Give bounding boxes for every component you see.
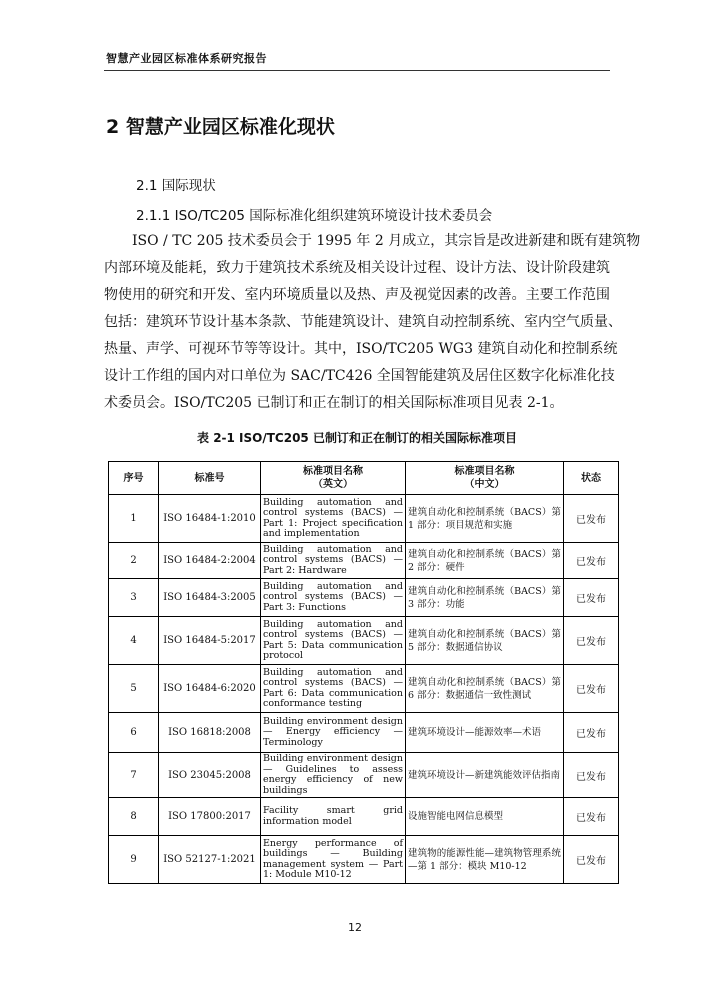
cell-std-no: ISO 17800:2017 [159,798,261,836]
cell-seq: 3 [109,579,159,617]
header-name-en [261,462,406,495]
cell-name-en: Building automation and control systems (BACS) — Part 3: Functions [261,579,406,617]
cell-name-en: Building environment design — Guidelines to assess energy efficiency of new buildings [261,753,406,798]
cell-status: 已发布 [564,713,619,753]
cell-status: 已发布 [564,617,619,665]
header-name-en-line1: 标准项目名称 [303,466,363,477]
cell-std-no: ISO 16484-3:2005 [159,579,261,617]
cell-std-no: ISO 16818:2008 [159,713,261,753]
cell-seq: 8 [109,798,159,836]
paragraph-line: 内部环境及能耗，致力于建筑技术系统及相关设计过程、设计方法、设计阶段建筑 [104,260,610,276]
cell-status: 已发布 [564,753,619,798]
page-number: 12 [348,921,362,934]
standards-table [108,461,619,884]
table-row [109,713,619,753]
paragraph-line: ISO / TC 205 技术委员会于 1995 年 2 月成立，其宗旨是改进新建和既有建筑物 [132,233,641,249]
table-row [109,836,619,884]
paragraph-line: 术委员会。ISO/TC205 已制订和正在制订的相关国际标准项目见表 2-1。 [104,395,564,411]
paragraph-line: 包括：建筑环节设计基本条款、节能建筑设计、建筑自动控制系统、室内空气质量、 [104,314,622,330]
running-header: 智慧产业园区标准体系研究报告 [106,52,267,65]
cell-status: 已发布 [564,665,619,713]
cell-status: 已发布 [564,798,619,836]
subsection-title: 2.1.1 ISO/TC205 国际标准化组织建筑环境设计技术委员会 [136,208,493,224]
header-name-zh-line2: （中文） [464,479,505,490]
cell-status: 已发布 [564,543,619,579]
cell-seq: 1 [109,495,159,543]
cell-seq: 7 [109,753,159,798]
paragraph-line: 热量、声学、可视环节等等设计。其中，ISO/TC205 WG3 建筑自动化和控制系统 [104,341,618,357]
cell-name-zh: 建筑自动化和控制系统（BACS）第 2 部分：硬件 [406,543,564,579]
cell-std-no: ISO 23045:2008 [159,753,261,798]
cell-name-en: Energy performance of buildings — Building management system — Part 1: Module M10-12 [261,836,406,884]
cell-name-en: Building automation and control systems (BACS) — Part 6: Data communication conformance testing [261,665,406,713]
header-name-zh-line1: 标准项目名称 [454,466,515,477]
table-row [109,495,619,543]
header-name-en-line2: （英文） [313,479,353,490]
cell-status: 已发布 [564,495,619,543]
cell-seq: 9 [109,836,159,884]
table-row [109,579,619,617]
header-seq: 序号 [109,462,159,495]
body-paragraph [104,228,641,417]
table-header-row [109,462,619,495]
cell-seq: 4 [109,617,159,665]
table-row [109,543,619,579]
cell-name-zh: 设施智能电网信息模型 [406,798,564,836]
cell-std-no: ISO 16484-5:2017 [159,617,261,665]
cell-name-zh: 建筑环境设计—能源效率—术语 [406,713,564,753]
cell-seq: 6 [109,713,159,753]
cell-seq: 2 [109,543,159,579]
chapter-title: 2 智慧产业园区标准化现状 [106,116,335,138]
cell-name-en: Building automation and control systems (BACS) — Part 5: Data communication protocol [261,617,406,665]
cell-name-en: Building environment design — Energy efficiency — Terminology [261,713,406,753]
cell-name-en: Building automation and control systems (BACS) — Part 2: Hardware [261,543,406,579]
section-title: 2.1 国际现状 [136,178,216,194]
cell-name-zh: 建筑环境设计—新建筑能效评估指南 [406,753,564,798]
header-std-no: 标准号 [159,462,261,495]
table-row [109,753,619,798]
paragraph-line: 物使用的研究和开发、室内环境质量以及热、声及视觉因素的改善。主要工作范围 [104,287,610,303]
table-row [109,798,619,836]
cell-name-zh: 建筑自动化和控制系统（BACS）第 6 部分：数据通信一致性测试 [406,665,564,713]
cell-status: 已发布 [564,836,619,884]
table-caption: 表 2-1 ISO/TC205 已制订和正在制订的相关国际标准项目 [197,431,517,445]
table-row [109,665,619,713]
header-rule [104,70,610,71]
cell-std-no: ISO 16484-1:2010 [159,495,261,543]
header-status: 状态 [564,462,619,495]
cell-std-no: ISO 16484-2:2004 [159,543,261,579]
cell-std-no: ISO 16484-6:2020 [159,665,261,713]
cell-name-en: Facility smart grid information model [261,798,406,836]
cell-name-zh: 建筑自动化和控制系统（BACS）第 5 部分：数据通信协议 [406,617,564,665]
cell-seq: 5 [109,665,159,713]
cell-std-no: ISO 52127-1:2021 [159,836,261,884]
cell-status: 已发布 [564,579,619,617]
table-row [109,617,619,665]
paragraph-line: 设计工作组的国内对口单位为 SAC/TC426 全国智能建筑及居住区数字化标准化技 [104,368,615,384]
cell-name-en: Building automation and control systems (BACS) — Part 1: Project specification and implementation [261,495,406,543]
cell-name-zh: 建筑自动化和控制系统（BACS）第 3 部分：功能 [406,579,564,617]
cell-name-zh: 建筑物的能源性能—建筑物管理系统—第 1 部分：模块 M10-12 [406,836,564,884]
cell-name-zh: 建筑自动化和控制系统（BACS）第 1 部分：项目规范和实施 [406,495,564,543]
header-name-zh [406,462,564,495]
